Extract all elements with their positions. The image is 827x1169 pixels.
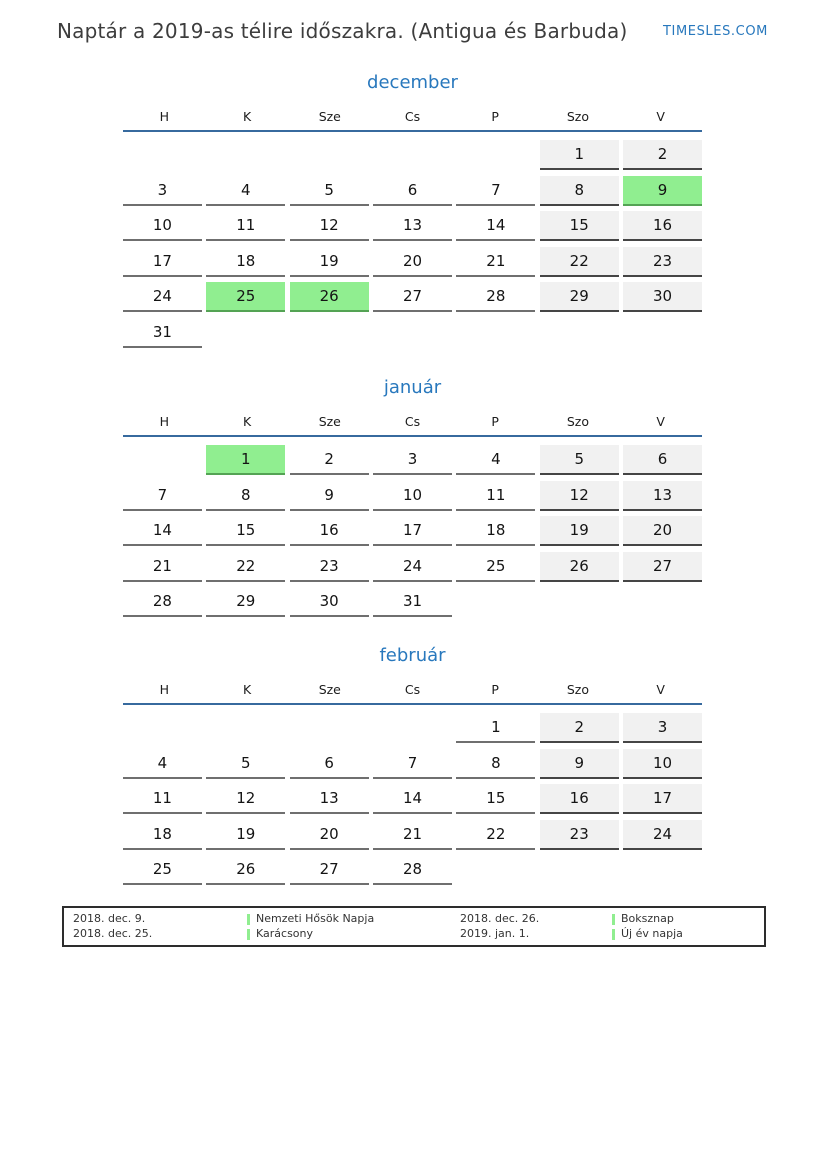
day-cell: 31 bbox=[373, 587, 452, 617]
day-cell-empty bbox=[540, 587, 619, 617]
day-cell-empty bbox=[373, 140, 452, 170]
day-header-cell: Szo bbox=[566, 109, 589, 124]
day-cell: 9 bbox=[623, 176, 702, 206]
day-header-cell: P bbox=[491, 109, 499, 124]
day-header-cell: K bbox=[242, 682, 252, 697]
day-cell: 28 bbox=[373, 855, 452, 885]
day-header-cell: Szo bbox=[566, 414, 589, 429]
day-header-cell: Sze bbox=[318, 414, 341, 429]
day-cell: 14 bbox=[123, 516, 202, 546]
day-cell: 11 bbox=[456, 481, 535, 511]
day-cell-empty bbox=[623, 587, 702, 617]
day-cell: 30 bbox=[290, 587, 369, 617]
day-header-cell: V bbox=[656, 109, 665, 124]
day-cell-empty bbox=[290, 318, 369, 348]
day-cell-empty bbox=[373, 318, 452, 348]
day-header-cell: K bbox=[242, 109, 252, 124]
month-title: december bbox=[367, 72, 458, 93]
legend-date: 2019. jan. 1. bbox=[460, 927, 530, 940]
day-cell: 16 bbox=[540, 784, 619, 814]
day-cell: 27 bbox=[373, 282, 452, 312]
day-cell: 24 bbox=[123, 282, 202, 312]
day-cell: 27 bbox=[623, 552, 702, 582]
day-header-cell: H bbox=[159, 414, 170, 429]
day-cell: 12 bbox=[290, 211, 369, 241]
day-cell: 17 bbox=[623, 784, 702, 814]
legend-holiday-name: Karácsony bbox=[256, 927, 314, 940]
day-cell: 13 bbox=[290, 784, 369, 814]
day-cell: 26 bbox=[540, 552, 619, 582]
day-cell: 19 bbox=[540, 516, 619, 546]
day-cell-empty bbox=[623, 318, 702, 348]
day-cell: 20 bbox=[623, 516, 702, 546]
day-cell: 6 bbox=[290, 749, 369, 779]
day-cell: 16 bbox=[623, 211, 702, 241]
legend-box bbox=[62, 906, 766, 947]
day-cell-empty bbox=[290, 713, 369, 743]
day-cell: 2 bbox=[540, 713, 619, 743]
day-cell-empty bbox=[623, 855, 702, 885]
day-cell: 25 bbox=[123, 855, 202, 885]
day-cell: 20 bbox=[373, 247, 452, 277]
day-cell: 13 bbox=[373, 211, 452, 241]
day-cell: 8 bbox=[540, 176, 619, 206]
day-cell: 10 bbox=[623, 749, 702, 779]
day-cell-empty bbox=[456, 587, 535, 617]
day-cell: 2 bbox=[623, 140, 702, 170]
day-cell: 29 bbox=[540, 282, 619, 312]
day-cell: 17 bbox=[373, 516, 452, 546]
month-title: február bbox=[379, 645, 446, 666]
site-link[interactable]: TIMESLES.COM bbox=[662, 24, 768, 39]
day-cell-empty bbox=[456, 140, 535, 170]
calendar-grid bbox=[123, 445, 702, 617]
day-header-cell: P bbox=[491, 414, 499, 429]
day-cell: 11 bbox=[123, 784, 202, 814]
day-cell-empty bbox=[540, 318, 619, 348]
day-cell: 31 bbox=[123, 318, 202, 348]
legend-date: 2018. dec. 26. bbox=[460, 912, 540, 925]
day-cell: 25 bbox=[206, 282, 285, 312]
day-cell: 23 bbox=[540, 820, 619, 850]
day-cell: 8 bbox=[456, 749, 535, 779]
legend-holiday bbox=[247, 927, 460, 941]
day-cell: 21 bbox=[373, 820, 452, 850]
day-header-cell: H bbox=[159, 682, 170, 697]
day-cell: 12 bbox=[206, 784, 285, 814]
day-cell: 30 bbox=[623, 282, 702, 312]
day-cell: 3 bbox=[123, 176, 202, 206]
day-cell: 11 bbox=[206, 211, 285, 241]
day-cell: 9 bbox=[290, 481, 369, 511]
month-section-január bbox=[123, 377, 702, 617]
day-cell-empty bbox=[123, 140, 202, 170]
day-cell: 2 bbox=[290, 445, 369, 475]
day-cell-empty bbox=[123, 445, 202, 475]
day-cell: 12 bbox=[540, 481, 619, 511]
header-rule bbox=[123, 435, 702, 437]
day-cell: 15 bbox=[456, 784, 535, 814]
day-cell: 6 bbox=[623, 445, 702, 475]
day-header-cell: Cs bbox=[404, 414, 421, 429]
day-cell: 6 bbox=[373, 176, 452, 206]
day-cell: 1 bbox=[456, 713, 535, 743]
day-cell: 8 bbox=[206, 481, 285, 511]
day-cell-empty bbox=[456, 855, 535, 885]
day-header-cell: V bbox=[656, 414, 665, 429]
day-cell: 24 bbox=[373, 552, 452, 582]
day-cell: 1 bbox=[206, 445, 285, 475]
day-cell: 23 bbox=[290, 552, 369, 582]
day-cell: 18 bbox=[206, 247, 285, 277]
day-header-cell: Cs bbox=[404, 682, 421, 697]
calendar-grid bbox=[123, 713, 702, 885]
day-cell: 26 bbox=[290, 282, 369, 312]
legend-color-swatch-icon bbox=[247, 914, 250, 925]
legend-row bbox=[73, 927, 764, 941]
day-cell: 5 bbox=[290, 176, 369, 206]
day-cell: 14 bbox=[456, 211, 535, 241]
legend-color-swatch-icon bbox=[612, 914, 615, 925]
day-cell: 3 bbox=[623, 713, 702, 743]
day-cell: 4 bbox=[206, 176, 285, 206]
day-cell: 5 bbox=[206, 749, 285, 779]
day-header-row bbox=[123, 682, 702, 697]
day-cell-empty bbox=[206, 140, 285, 170]
day-cell: 24 bbox=[623, 820, 702, 850]
legend-holiday bbox=[612, 912, 764, 926]
day-header-cell: K bbox=[242, 414, 252, 429]
legend-color-swatch-icon bbox=[612, 929, 615, 940]
day-cell: 7 bbox=[456, 176, 535, 206]
day-cell: 1 bbox=[540, 140, 619, 170]
month-section-december bbox=[123, 72, 702, 348]
day-header-row bbox=[123, 414, 702, 429]
day-cell: 17 bbox=[123, 247, 202, 277]
day-cell: 18 bbox=[123, 820, 202, 850]
day-cell: 7 bbox=[373, 749, 452, 779]
day-cell: 21 bbox=[123, 552, 202, 582]
header-rule bbox=[123, 703, 702, 705]
legend-holiday-name: Boksznap bbox=[621, 912, 674, 925]
day-cell-empty bbox=[456, 318, 535, 348]
day-cell: 22 bbox=[540, 247, 619, 277]
day-header-cell: Sze bbox=[318, 109, 341, 124]
day-cell: 14 bbox=[373, 784, 452, 814]
day-cell: 29 bbox=[206, 587, 285, 617]
legend-holiday-name: Új év napja bbox=[621, 927, 683, 940]
day-header-cell: Cs bbox=[404, 109, 421, 124]
legend-date: 2018. dec. 25. bbox=[73, 927, 153, 940]
day-cell: 5 bbox=[540, 445, 619, 475]
legend-holiday-name: Nemzeti Hősök Napja bbox=[256, 912, 375, 925]
day-cell: 4 bbox=[123, 749, 202, 779]
day-cell: 15 bbox=[206, 516, 285, 546]
day-cell: 22 bbox=[206, 552, 285, 582]
day-header-cell: Szo bbox=[566, 682, 589, 697]
legend-holiday bbox=[247, 912, 460, 926]
month-section-február bbox=[123, 645, 702, 885]
legend-row bbox=[73, 912, 764, 926]
day-cell: 26 bbox=[206, 855, 285, 885]
day-header-cell: V bbox=[656, 682, 665, 697]
day-cell-empty bbox=[206, 713, 285, 743]
day-cell: 10 bbox=[373, 481, 452, 511]
month-title: január bbox=[383, 377, 442, 398]
day-cell: 27 bbox=[290, 855, 369, 885]
day-cell: 25 bbox=[456, 552, 535, 582]
day-cell: 22 bbox=[456, 820, 535, 850]
day-cell-empty bbox=[540, 855, 619, 885]
legend-color-swatch-icon bbox=[247, 929, 250, 940]
day-cell-empty bbox=[123, 713, 202, 743]
day-cell: 7 bbox=[123, 481, 202, 511]
day-cell: 19 bbox=[290, 247, 369, 277]
day-cell: 10 bbox=[123, 211, 202, 241]
day-header-cell: Sze bbox=[318, 682, 341, 697]
day-header-cell: P bbox=[491, 682, 499, 697]
day-cell: 13 bbox=[623, 481, 702, 511]
day-cell: 23 bbox=[623, 247, 702, 277]
legend-holiday bbox=[612, 927, 764, 941]
day-header-row bbox=[123, 109, 702, 124]
calendar-grid bbox=[123, 140, 702, 348]
day-cell-empty bbox=[206, 318, 285, 348]
day-cell: 19 bbox=[206, 820, 285, 850]
legend-date: 2018. dec. 9. bbox=[73, 912, 146, 925]
day-cell: 18 bbox=[456, 516, 535, 546]
day-header-cell: H bbox=[159, 109, 170, 124]
day-cell: 4 bbox=[456, 445, 535, 475]
day-cell: 28 bbox=[123, 587, 202, 617]
header-rule bbox=[123, 130, 702, 132]
day-cell: 20 bbox=[290, 820, 369, 850]
day-cell: 3 bbox=[373, 445, 452, 475]
day-cell: 15 bbox=[540, 211, 619, 241]
day-cell: 21 bbox=[456, 247, 535, 277]
page-title: Naptár a 2019-as télire időszakra. (Antigua és Barbuda) bbox=[57, 19, 628, 43]
day-cell: 16 bbox=[290, 516, 369, 546]
day-cell: 28 bbox=[456, 282, 535, 312]
day-cell: 9 bbox=[540, 749, 619, 779]
day-cell-empty bbox=[373, 713, 452, 743]
day-cell-empty bbox=[290, 140, 369, 170]
